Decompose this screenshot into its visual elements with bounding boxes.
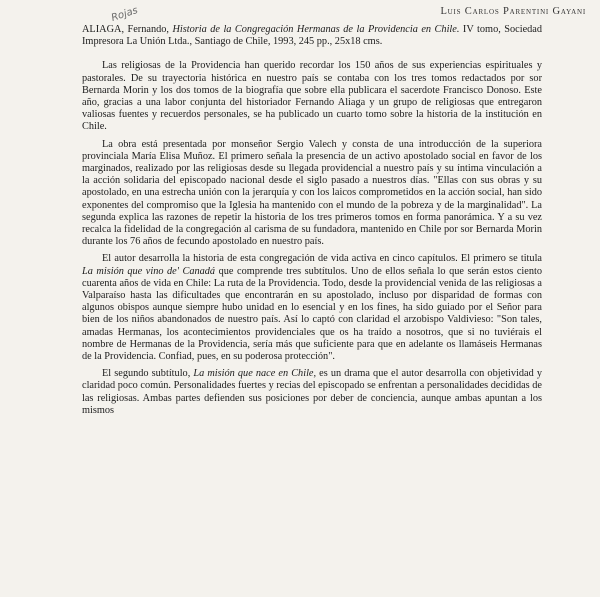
reference-author: ALIAGA, Fernando, (82, 24, 173, 35)
bibliographic-reference (82, 24, 542, 48)
paragraph-1-text: Las religiosas de la Providencia han querido recordar los 150 años de sus experiencias espirituales y pastorales. De su trayectoria histórica en nuestro país se contaba con los tres tomos redactados por sor Bernarda Morin y los dos tomos de la biografía que sobre ella publicara el sacerdote Francisco Donoso. Este año, gracias a una labor conjunta del historiador Fernando Aliaga y un grupo de religiosas que entregaron valiosas fuentes y recuerdos personales, se ha publicado un cuarto tomo sobre la historia de la institución en Chile. (82, 60, 542, 133)
paragraph-3-before: El autor desarrolla la historia de esta congregación de vida activa en cinco capítulos. El primero se titula (102, 253, 542, 265)
paragraph-4-italic-title: La misión que nace en Chile, (193, 368, 317, 380)
paragraph-1 (82, 60, 542, 133)
handwritten-margin-note: Rojas (109, 5, 140, 24)
review-body (82, 24, 542, 422)
paragraph-3 (82, 253, 542, 363)
paragraph-4 (82, 368, 542, 417)
paragraph-4-after: es un drama que el autor desarrolla con objetividad y claridad poco común. Personalidades fuertes y recias del episcopado se enfrentan a personalidades decididas de las religiosas. Ambas partes defienden sus posiciones por deber de conciencia, aunque ambas apuntan a los mismos (82, 368, 542, 416)
running-head: Luis Carlos Parentini Gayani (440, 6, 586, 17)
paragraph-2 (82, 139, 542, 249)
reference-title: Historia de la Congregación Hermanas de la Providencia en Chile. (172, 24, 460, 35)
paragraph-4-before: El segundo subtítulo, (102, 368, 194, 380)
paragraph-2-text: La obra está presentada por monseñor Sergio Valech y consta de una introducción de la superiora provinciala María Elisa Muñoz. El primero señala la presencia de un activo apostolado social en favor de los marginados, realizado por las religiosas desde su llegada providencial a nuestro país y su íntima vinculación a la acción solidaria del episcopado nacional desde el siglo pasado a nuestros días. "Ellas con sus obras y su apostolado, en una estrecha unión con la jerarquía y con los laicos comprometidos en la acción social, han sido exponentes del compromiso que la Iglesia ha mantenido con el mundo de la pobreza y de la marginalidad". La segunda explica las razones de repetir la historia de los tres primeros tomos en forma panorámica. Y a su vez recalca la fidelidad de la congregación al carisma de su fundadora, mantenido en Chile por sor Bernarda Morin durante los 76 años de fecundo apostolado en nuestro país. (82, 138, 542, 248)
reference-details: IV tomo, Sociedad Impresora La Unión Ltda., Santiago de Chile, 1993, 245 pp., 25x18 cms. (82, 24, 543, 48)
paragraph-3-after: que comprende tres subtítulos. Uno de ellos señala lo que serán estos ciento cuarenta años de vida en Chile: La ruta de la Providencia. Todo, desde la providencial venida de las religiosas a Valparaíso hasta las dificultades que encontrarán en su apostolado, incluso por disparidad de formas con algunos obispos aunque siempre hubo unidad en lo esencial y en los fines, ha sido guiado por el Señor para bien de los niños abandonados de nuestro país. Así lo captó con claridad el arzobispo Valdivieso: "Son tales, amadas Hermanas, los acontecimientos providenciales que os ha traído a nosotros, que si no tuviérais el nombre de Hermanas de la Providencia, sería más que suficiente para que en adelante os llamáseis Hermanas de la Providencia. Confiad, pues, en su poderosa protección". (82, 265, 542, 363)
paragraph-3-italic-title: La misión que vino de' Canadá (82, 265, 216, 277)
